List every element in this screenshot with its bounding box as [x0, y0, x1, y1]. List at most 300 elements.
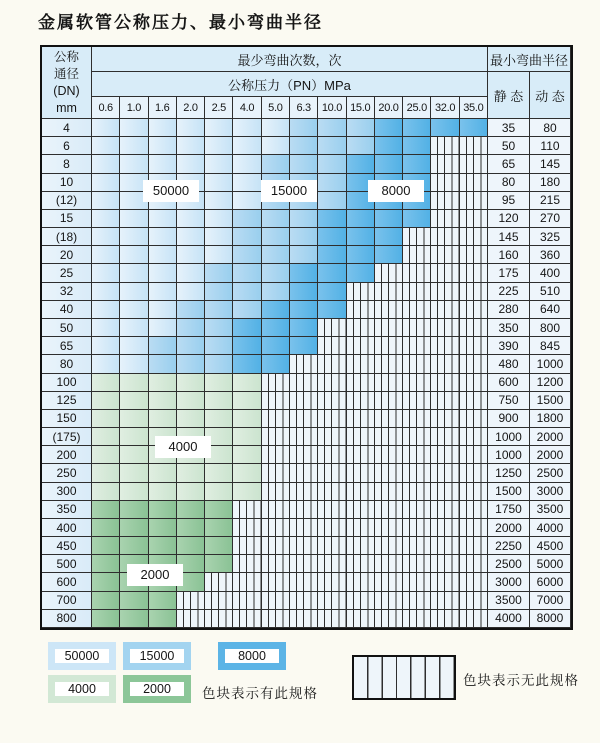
spec-cell — [347, 464, 375, 482]
spec-cell — [177, 264, 205, 282]
spec-cell — [177, 301, 205, 319]
dynamic-cell: 800 — [530, 319, 571, 337]
dynamic-cell: 7000 — [530, 592, 571, 610]
spec-cell — [318, 319, 346, 337]
spec-cell — [149, 501, 177, 519]
dn-cell: 8 — [42, 155, 92, 173]
spec-cell — [431, 192, 459, 210]
spec-cell — [290, 374, 318, 392]
spec-cell — [149, 264, 177, 282]
spec-cell — [205, 392, 233, 410]
spec-cell — [149, 228, 177, 246]
spec-cell — [233, 174, 261, 192]
spec-cell — [205, 246, 233, 264]
dn-cell: 250 — [42, 464, 92, 482]
spec-cell — [318, 410, 346, 428]
spec-cell — [120, 392, 148, 410]
dynamic-cell: 6000 — [530, 573, 571, 591]
spec-cell — [347, 537, 375, 555]
spec-cell — [375, 355, 403, 373]
spec-cell — [262, 155, 290, 173]
dn-cell: 6 — [42, 137, 92, 155]
spec-cell — [149, 155, 177, 173]
spec-cell — [205, 501, 233, 519]
spec-cell — [92, 592, 120, 610]
spec-cell — [318, 537, 346, 555]
spec-cell — [460, 483, 488, 501]
spec-cell — [177, 155, 205, 173]
dynamic-cell: 80 — [530, 119, 571, 137]
spec-cell — [149, 283, 177, 301]
spec-cell — [205, 283, 233, 301]
spec-cell — [92, 264, 120, 282]
dn-cell: 800 — [42, 610, 92, 628]
spec-cell — [318, 301, 346, 319]
spec-cell — [347, 410, 375, 428]
spec-cell — [431, 319, 459, 337]
spec-cell — [262, 555, 290, 573]
spec-cell — [431, 137, 459, 155]
spec-cell — [460, 210, 488, 228]
dynamic-cell: 8000 — [530, 610, 571, 628]
spec-cell — [120, 519, 148, 537]
spec-cell — [375, 519, 403, 537]
spec-cell — [460, 610, 488, 628]
spec-cell — [205, 228, 233, 246]
dynamic-cell: 845 — [530, 337, 571, 355]
static-cell: 3500 — [488, 592, 530, 610]
dynamic-cell: 2000 — [530, 428, 571, 446]
spec-cell — [290, 355, 318, 373]
spec-cell — [460, 246, 488, 264]
spec-cell — [262, 537, 290, 555]
spec-cell — [403, 519, 431, 537]
dynamic-cell: 3500 — [530, 501, 571, 519]
spec-cell — [431, 555, 459, 573]
spec-cell — [262, 319, 290, 337]
dn-cell: 700 — [42, 592, 92, 610]
spec-cell — [120, 610, 148, 628]
spec-cell — [318, 374, 346, 392]
spec-cell — [403, 119, 431, 137]
spec-cell — [403, 537, 431, 555]
spec-cell — [318, 192, 346, 210]
spec-cell — [205, 192, 233, 210]
dn-cell: 32 — [42, 283, 92, 301]
spec-cell — [92, 519, 120, 537]
dn-cell: 25 — [42, 264, 92, 282]
spec-cell — [431, 610, 459, 628]
spec-cell — [460, 301, 488, 319]
spec-cell — [233, 537, 261, 555]
spec-cell — [318, 573, 346, 591]
spec-cell — [177, 410, 205, 428]
spec-cell — [205, 592, 233, 610]
spec-cell — [290, 555, 318, 573]
spec-cell — [262, 210, 290, 228]
spec-cell — [92, 319, 120, 337]
spec-cell — [92, 228, 120, 246]
region-label-8000: 8000 — [368, 180, 424, 202]
spec-cell — [233, 119, 261, 137]
dynamic-cell: 5000 — [530, 555, 571, 573]
spec-cell — [460, 137, 488, 155]
spec-cell — [375, 592, 403, 610]
spec-cell — [233, 610, 261, 628]
spec-cell — [262, 337, 290, 355]
spec-cell — [205, 355, 233, 373]
spec-cell — [375, 246, 403, 264]
spec-cell — [290, 137, 318, 155]
spec-cell — [318, 592, 346, 610]
spec-cell — [177, 283, 205, 301]
spec-cell — [177, 374, 205, 392]
spec-cell — [375, 410, 403, 428]
spec-cell — [262, 483, 290, 501]
spec-cell — [318, 228, 346, 246]
spec-cell — [403, 464, 431, 482]
spec-cell — [290, 319, 318, 337]
dynamic-cell: 110 — [530, 137, 571, 155]
pressure-value: 10.0 — [318, 97, 346, 119]
spec-cell — [149, 610, 177, 628]
static-cell: 35 — [488, 119, 530, 137]
spec-cell — [233, 483, 261, 501]
spec-cell — [290, 246, 318, 264]
spec-cell — [233, 501, 261, 519]
spec-cell — [347, 264, 375, 282]
spec-cell — [347, 301, 375, 319]
region-label-4000: 4000 — [155, 436, 211, 458]
spec-cell — [120, 355, 148, 373]
spec-cell — [431, 392, 459, 410]
spec-cell — [262, 283, 290, 301]
spec-cell — [149, 483, 177, 501]
dynamic-header: 动 态 — [530, 72, 571, 119]
dn-cell: 125 — [42, 392, 92, 410]
static-cell: 390 — [488, 337, 530, 355]
spec-cell — [403, 483, 431, 501]
spec-cell — [347, 319, 375, 337]
spec-cell — [403, 137, 431, 155]
spec-cell — [205, 301, 233, 319]
spec-cell — [149, 392, 177, 410]
spec-cell — [290, 392, 318, 410]
spec-cell — [120, 337, 148, 355]
spec-cell — [92, 374, 120, 392]
spec-cell — [92, 192, 120, 210]
static-cell: 1000 — [488, 446, 530, 464]
spec-cell — [375, 464, 403, 482]
dynamic-cell: 1500 — [530, 392, 571, 410]
spec-cell — [403, 446, 431, 464]
dynamic-cell: 640 — [530, 301, 571, 319]
spec-cell — [375, 537, 403, 555]
spec-cell — [431, 301, 459, 319]
spec-cell — [149, 592, 177, 610]
spec-cell — [347, 137, 375, 155]
spec-cell — [403, 592, 431, 610]
dn-cell: 15 — [42, 210, 92, 228]
spec-cell — [375, 374, 403, 392]
spec-cell — [403, 355, 431, 373]
spec-cell — [120, 264, 148, 282]
spec-cell — [460, 264, 488, 282]
spec-cell — [347, 228, 375, 246]
dn-cell: 50 — [42, 319, 92, 337]
spec-cell — [431, 464, 459, 482]
spec-cell — [318, 610, 346, 628]
spec-cell — [262, 410, 290, 428]
spec-cell — [318, 464, 346, 482]
spec-cell — [431, 174, 459, 192]
spec-cell — [403, 374, 431, 392]
spec-cell — [460, 119, 488, 137]
spec-cell — [290, 119, 318, 137]
spec-cell — [120, 301, 148, 319]
spec-cell — [460, 537, 488, 555]
static-header: 静 态 — [488, 72, 530, 119]
spec-cell — [318, 501, 346, 519]
static-cell: 1250 — [488, 464, 530, 482]
dn-cell: 500 — [42, 555, 92, 573]
spec-cell — [149, 355, 177, 373]
spec-cell — [431, 537, 459, 555]
spec-cell — [460, 155, 488, 173]
spec-cell — [460, 410, 488, 428]
spec-cell — [233, 264, 261, 282]
spec-cell — [177, 210, 205, 228]
spec-cell — [375, 446, 403, 464]
spec-cell — [403, 337, 431, 355]
spec-cell — [205, 537, 233, 555]
static-cell: 280 — [488, 301, 530, 319]
spec-cell — [92, 246, 120, 264]
spec-cell — [460, 464, 488, 482]
dynamic-cell: 360 — [530, 246, 571, 264]
spec-cell — [290, 501, 318, 519]
spec-cell — [149, 246, 177, 264]
spec-cell — [120, 119, 148, 137]
spec-cell — [460, 174, 488, 192]
spec-cell — [431, 592, 459, 610]
spec-cell — [290, 428, 318, 446]
spec-cell — [403, 428, 431, 446]
spec-cell — [318, 337, 346, 355]
spec-cell — [375, 610, 403, 628]
spec-cell — [460, 392, 488, 410]
spec-cell — [403, 155, 431, 173]
dynamic-cell: 215 — [530, 192, 571, 210]
spec-cell — [177, 119, 205, 137]
spec-cell — [460, 555, 488, 573]
spec-cell — [205, 464, 233, 482]
legend-no-spec-swatch — [352, 655, 456, 700]
region-label-2000: 2000 — [127, 564, 183, 586]
spec-cell — [375, 428, 403, 446]
spec-cell — [318, 174, 346, 192]
spec-cell — [120, 410, 148, 428]
dn-cell: 10 — [42, 174, 92, 192]
dn-cell: 65 — [42, 337, 92, 355]
spec-cell — [92, 501, 120, 519]
dynamic-cell: 4000 — [530, 519, 571, 537]
static-cell: 145 — [488, 228, 530, 246]
spec-cell — [233, 246, 261, 264]
spec-cell — [290, 410, 318, 428]
spec-cell — [318, 555, 346, 573]
spec-cell — [233, 573, 261, 591]
dn-cell: 100 — [42, 374, 92, 392]
spec-cell — [460, 428, 488, 446]
spec-cell — [318, 446, 346, 464]
static-cell: 2000 — [488, 519, 530, 537]
page-title: 金属软管公称压力、最小弯曲半径 — [38, 13, 323, 32]
dn-cell: 200 — [42, 446, 92, 464]
spec-cell — [431, 446, 459, 464]
spec-cell — [375, 501, 403, 519]
spec-cell — [431, 483, 459, 501]
spec-cell — [460, 319, 488, 337]
legend-swatch-4000: 4000 — [48, 675, 116, 703]
static-cell: 350 — [488, 319, 530, 337]
spec-cell — [205, 410, 233, 428]
spec-cell — [318, 428, 346, 446]
spec-cell — [205, 155, 233, 173]
spec-cell — [318, 210, 346, 228]
spec-cell — [318, 392, 346, 410]
spec-cell — [92, 573, 120, 591]
static-cell: 480 — [488, 355, 530, 373]
pressure-header: 公称压力（PN）MPa — [92, 72, 488, 97]
spec-cell — [177, 337, 205, 355]
spec-cell — [290, 573, 318, 591]
cycles-header: 最少弯曲次数，次 — [92, 47, 488, 72]
spec-cell — [262, 573, 290, 591]
spec-cell — [205, 610, 233, 628]
dn-cell: 4 — [42, 119, 92, 137]
spec-cell — [120, 428, 148, 446]
spec-cell — [205, 555, 233, 573]
spec-cell — [92, 355, 120, 373]
spec-cell — [431, 410, 459, 428]
spec-cell — [177, 392, 205, 410]
legend-has-spec-text: 色块表示有此规格 — [202, 686, 318, 701]
spec-cell — [431, 573, 459, 591]
spec-cell — [233, 192, 261, 210]
spec-cell — [431, 519, 459, 537]
spec-cell — [347, 337, 375, 355]
spec-cell — [149, 519, 177, 537]
spec-cell — [460, 337, 488, 355]
static-cell: 50 — [488, 137, 530, 155]
dn-cell: (12) — [42, 192, 92, 210]
spec-cell — [120, 283, 148, 301]
spec-cell — [460, 592, 488, 610]
spec-cell — [403, 392, 431, 410]
spec-cell — [403, 610, 431, 628]
spec-cell — [233, 410, 261, 428]
spec-cell — [177, 137, 205, 155]
dn-cell: 80 — [42, 355, 92, 373]
spec-cell — [92, 155, 120, 173]
spec-cell — [375, 119, 403, 137]
spec-cell — [403, 301, 431, 319]
spec-cell — [403, 228, 431, 246]
spec-cell — [347, 555, 375, 573]
spec-cell — [431, 210, 459, 228]
spec-cell — [233, 428, 261, 446]
spec-cell — [318, 283, 346, 301]
spec-cell — [120, 319, 148, 337]
spec-cell — [120, 464, 148, 482]
static-cell: 2250 — [488, 537, 530, 555]
spec-cell — [92, 392, 120, 410]
spec-cell — [262, 119, 290, 137]
spec-cell — [318, 119, 346, 137]
spec-cell — [290, 228, 318, 246]
static-cell: 900 — [488, 410, 530, 428]
spec-cell — [347, 610, 375, 628]
pressure-value: 6.3 — [290, 97, 318, 119]
spec-cell — [262, 501, 290, 519]
dn-cell: 40 — [42, 301, 92, 319]
spec-cell — [290, 610, 318, 628]
pressure-value: 2.0 — [177, 97, 205, 119]
dynamic-cell: 1800 — [530, 410, 571, 428]
spec-cell — [460, 228, 488, 246]
legend-swatch-50000: 50000 — [48, 642, 116, 670]
static-cell: 120 — [488, 210, 530, 228]
dn-cell: 20 — [42, 246, 92, 264]
spec-cell — [92, 174, 120, 192]
dn-cell: 450 — [42, 537, 92, 555]
static-cell: 1000 — [488, 428, 530, 446]
spec-cell — [290, 210, 318, 228]
spec-cell — [318, 519, 346, 537]
spec-cell — [460, 374, 488, 392]
spec-cell — [177, 464, 205, 482]
spec-cell — [120, 537, 148, 555]
spec-cell — [233, 464, 261, 482]
spec-cell — [347, 446, 375, 464]
spec-cell — [347, 573, 375, 591]
spec-cell — [347, 210, 375, 228]
spec-cell — [290, 483, 318, 501]
spec-cell — [431, 283, 459, 301]
spec-cell — [460, 573, 488, 591]
dynamic-cell: 510 — [530, 283, 571, 301]
spec-cell — [205, 119, 233, 137]
spec-cell — [92, 483, 120, 501]
legend-swatch-2000: 2000 — [123, 675, 191, 703]
spec-cell — [318, 355, 346, 373]
pressure-value: 25.0 — [403, 97, 431, 119]
spec-cell — [431, 374, 459, 392]
spec-cell — [92, 610, 120, 628]
spec-cell — [177, 319, 205, 337]
static-cell: 600 — [488, 374, 530, 392]
spec-cell — [92, 283, 120, 301]
spec-cell — [290, 155, 318, 173]
spec-cell — [92, 537, 120, 555]
spec-cell — [262, 592, 290, 610]
dynamic-cell: 4500 — [530, 537, 571, 555]
spec-cell — [375, 319, 403, 337]
spec-cell — [262, 446, 290, 464]
spec-cell — [290, 519, 318, 537]
spec-cell — [262, 355, 290, 373]
